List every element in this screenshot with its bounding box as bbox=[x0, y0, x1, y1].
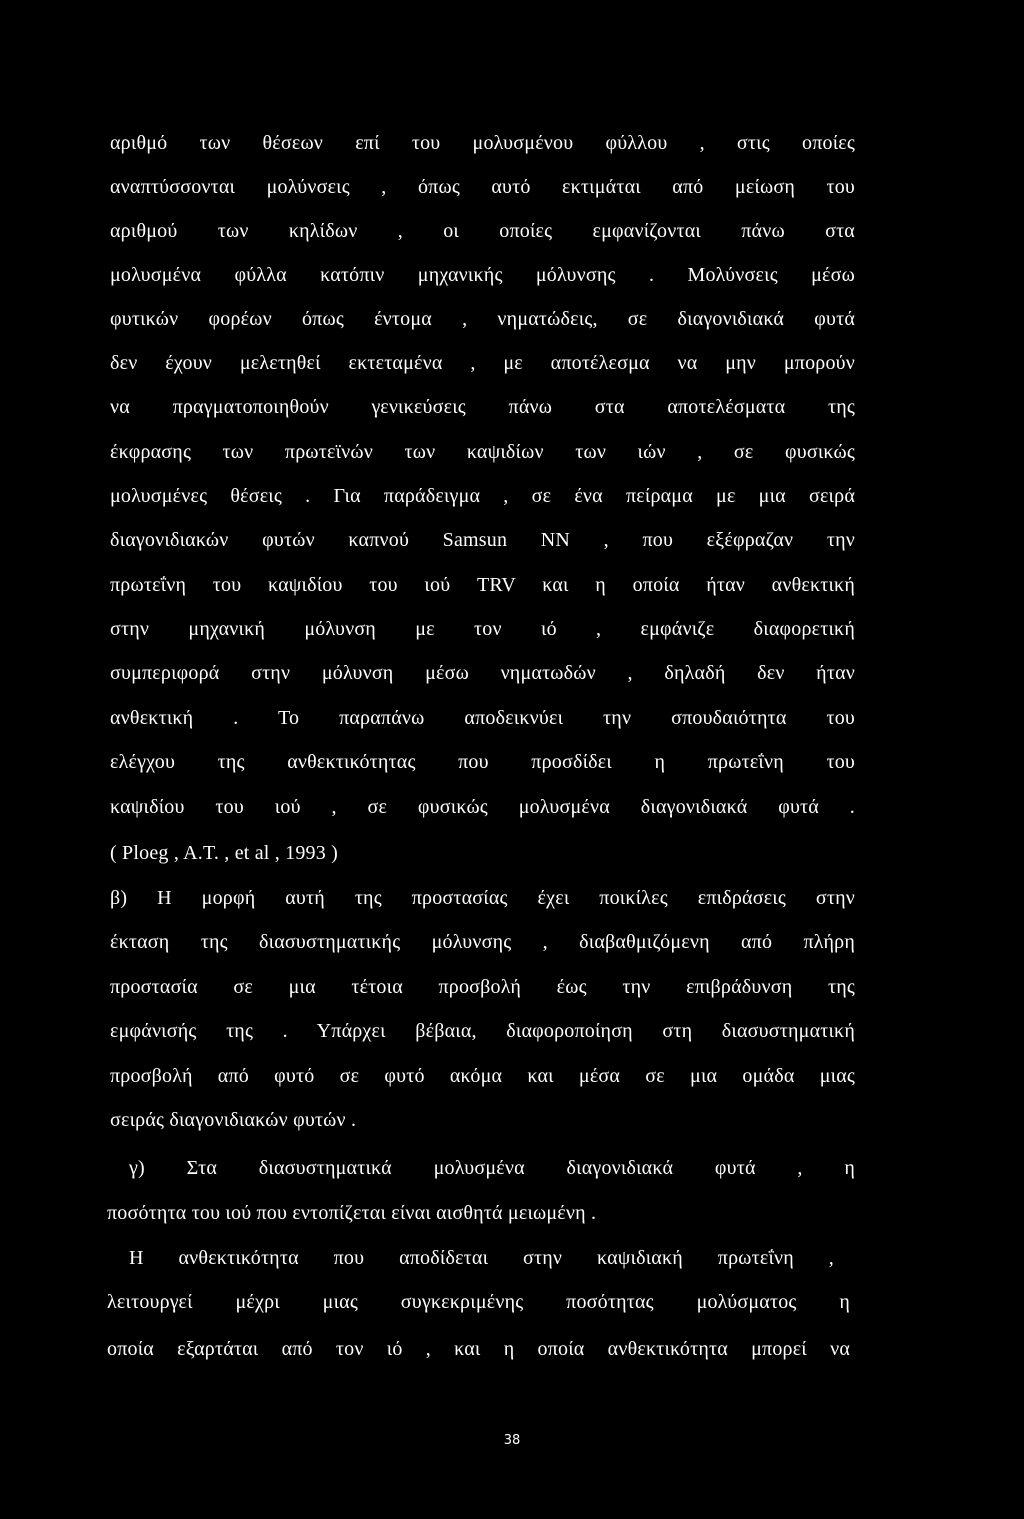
page-number: 38 bbox=[503, 1433, 521, 1448]
text-line-14: ανθεκτική . Το παραπάνω αποδεικνύει την σπουδαιότητα του bbox=[110, 707, 855, 729]
text-line-5: φυτικών φορέων όπως έντομα , νηματώδεις, σε διαγονιδιακά φυτά bbox=[110, 308, 855, 330]
text-line-11: πρωτεΐνη του καψιδίου του ιού TRV και η οποία ήταν ανθεκτική bbox=[110, 574, 855, 596]
text-line-6: δεν έχουν μελετηθεί εκτεταμένα , με αποτέλεσμα να μην μπορούν bbox=[110, 352, 855, 374]
text-line-26: Η ανθεκτικότητα που αποδίδεται στην καψιδιακή πρωτεΐνη , bbox=[129, 1247, 834, 1269]
text-line-13: συμπεριφορά στην μόλυνση μέσω νηματωδών , δηλαδή δεν ήταν bbox=[110, 662, 855, 684]
text-line-16: καψιδίου του ιού , σε φυσικώς μολυσμένα διαγονιδιακά φυτά . bbox=[110, 796, 855, 818]
text-line-3: αριθμού των κηλίδων , οι οποίες εμφανίζονται πάνω στα bbox=[110, 220, 855, 242]
text-line-18: β) Η μορφή αυτή της προστασίας έχει ποικίλες επιδράσεις στην bbox=[110, 887, 855, 909]
text-line-21: εμφάνισής της . Υπάρχει βέβαια, διαφοροποίηση στη διασυστηματική bbox=[110, 1020, 855, 1042]
text-line-23: σειράς διαγονιδιακών φυτών . bbox=[110, 1109, 357, 1131]
text-line-27: λειτουργεί μέχρι μιας συγκεκριμένης ποσότητας μολύσματος η bbox=[107, 1291, 850, 1313]
text-line-12: στην μηχανική μόλυνση με τον ιό , εμφάνιζε διαφορετική bbox=[110, 618, 855, 640]
text-line-10: διαγονιδιακών φυτών καπνού Samsun NN , που εξέφραζαν την bbox=[110, 529, 855, 551]
text-line-9: μολυσμένες θέσεις . Για παράδειγμα , σε ένα πείραμα με μια σειρά bbox=[110, 485, 855, 507]
text-line-28: οποία εξαρτάται από τον ιό , και η οποία ανθεκτικότητα μπορεί να bbox=[107, 1338, 850, 1360]
text-line-8: έκφρασης των πρωτεϊνών των καψιδίων των ιών , σε φυσικώς bbox=[110, 441, 855, 463]
text-line-7: να πραγματοποιηθούν γενικεύσεις πάνω στα αποτελέσματα της bbox=[110, 396, 855, 418]
text-line-25: ποσότητα του ιού που εντοπίζεται είναι αισθητά μειωμένη . bbox=[107, 1202, 597, 1224]
text-line-19: έκταση της διασυστηματικής μόλυνσης , διαβαθμιζόμενη από πλήρη bbox=[110, 931, 855, 953]
text-line-1: αριθμό των θέσεων επί του μολυσμένου φύλλου , στις οποίες bbox=[110, 132, 855, 154]
text-line-15: ελέγχου της ανθεκτικότητας που προσδίδει η πρωτεΐνη του bbox=[110, 751, 855, 773]
text-line-4: μολυσμένα φύλλα κατόπιν μηχανικής μόλυνσης . Μολύνσεις μέσω bbox=[110, 264, 855, 286]
text-line-2: αναπτύσσονται μολύνσεις , όπως αυτό εκτιμάται από μείωση του bbox=[110, 176, 855, 198]
text-line-20: προστασία σε μια τέτοια προσβολή έως την επιβράδυνση της bbox=[110, 976, 855, 998]
text-line-22: προσβολή από φυτό σε φυτό ακόμα και μέσα σε μια ομάδα μιας bbox=[110, 1065, 855, 1087]
text-line-24: γ) Στα διασυστηματικά μολυσμένα διαγονιδιακά φυτά , η bbox=[129, 1157, 855, 1179]
citation-line: ( Ploeg , A.T. , et al , 1993 ) bbox=[110, 842, 339, 864]
